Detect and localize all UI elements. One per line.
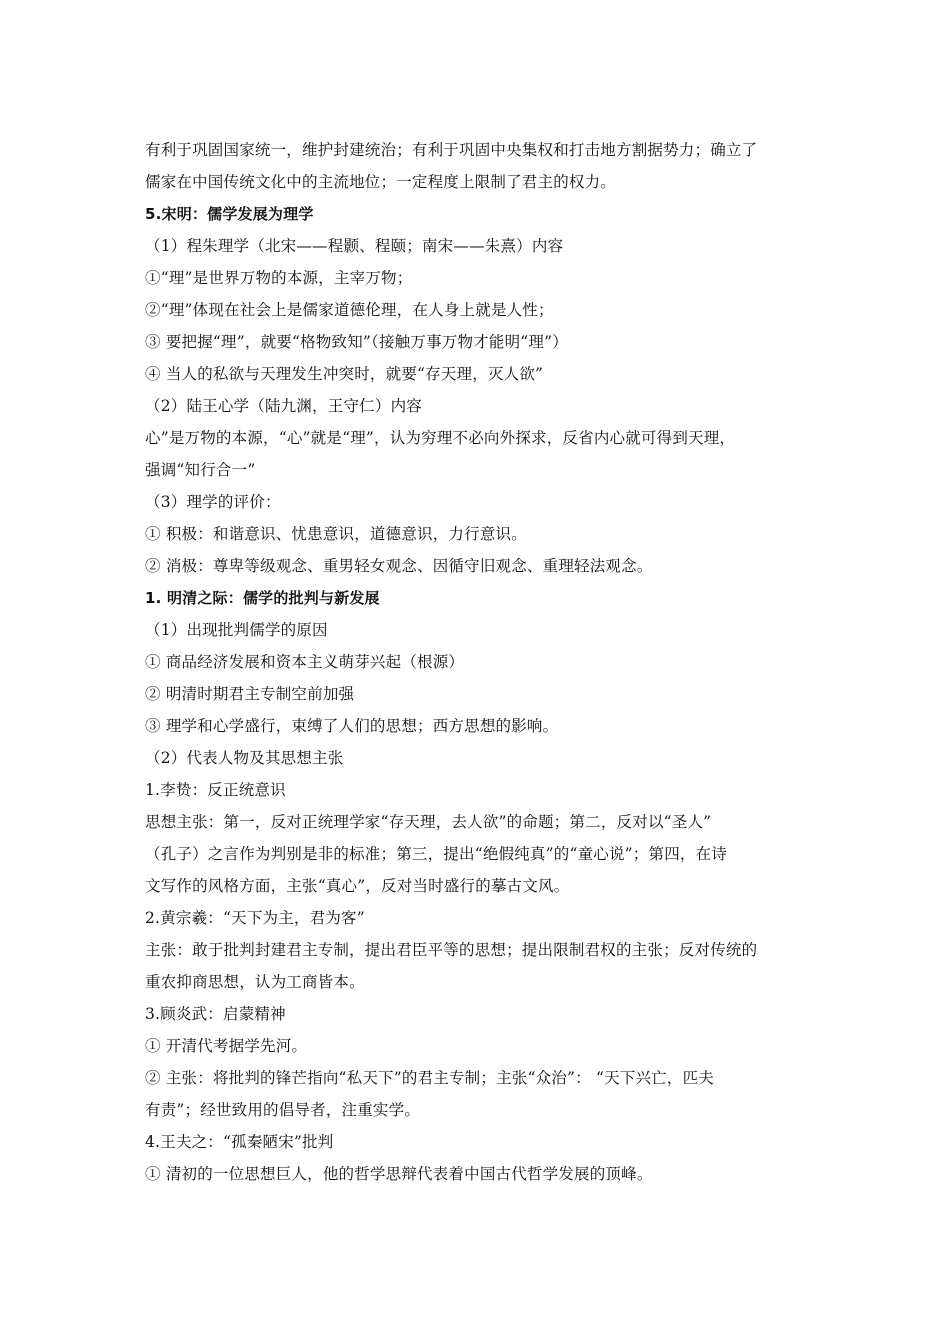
text-line: ③ 理学和心学盛行，束缚了人们的思想；西方思想的影响。 [145,717,559,735]
text-line: ①“理”是世界万物的本源，主宰万物； [145,269,413,287]
text-line: （3）理学的评价： [145,493,281,511]
section-heading: 5.宋明：儒学发展为理学 [145,205,314,223]
text-line: （2）代表人物及其思想主张 [145,749,344,767]
text-line: ① 开清代考据学先河。 [145,1037,308,1055]
text-line: 心”是万物的本源，“心”就是“理”，认为穷理不必向外探求，反省内心就可得到天理， [145,429,736,447]
text-line: 强调“知行合一” [145,461,256,479]
document-body [145,134,813,1190]
text-line: 3.顾炎武：启蒙精神 [145,1005,286,1023]
text-line: （1）程朱理学（北宋——程颢、程颐；南宋——朱熹）内容 [145,237,564,255]
text-line: （2）陆王心学（陆九渊，王守仁）内容 [145,397,422,415]
text-line: ③ 要把握“理”，就要“格物致知”（接触万事万物才能明“理”） [145,333,568,351]
text-line: ① 积极：和谐意识、忧患意识，道德意识，力行意识。 [145,525,527,543]
text-line: 4.王夫之：“孤秦陋宋”批判 [145,1133,334,1151]
text-line: 主张：敢于批判封建君主专制，提出君臣平等的思想；提出限制君权的主张；反对传统的 [145,941,758,959]
text-line: 1.李贽：反正统意识 [145,781,286,799]
text-line: ② 主张：将批判的锋芒指向“私天下”的君主专制；主张“众治”： “天下兴亡，匹夫 [145,1069,714,1087]
text-line: ① 清初的一位思想巨人，他的哲学思辩代表着中国古代哲学发展的顶峰。 [145,1165,653,1183]
text-line: （1）出现批判儒学的原因 [145,621,328,639]
text-line: 2.黄宗羲：“天下为主，君为客” [145,909,365,927]
text-line: 有责”；经世致用的倡导者，注重实学。 [145,1101,421,1119]
text-line: 有利于巩固国家统一，维护封建统治；有利于巩固中央集权和打击地方割据势力；确立了 [145,141,758,159]
text-line: ④ 当人的私欲与天理发生冲突时，就要“存天理，灭人欲” [145,365,544,383]
text-line: 思想主张：第一，反对正统理学家“存天理，去人欲”的命题；第二，反对以“圣人” [145,813,712,831]
text-line: 文写作的风格方面，主张“真心”，反对当时盛行的摹古文风。 [145,877,570,895]
text-line: 儒家在中国传统文化中的主流地位；一定程度上限制了君主的权力。 [145,173,617,191]
text-line: 重农抑商思想，认为工商皆本。 [145,973,365,991]
text-line: ② 明清时期君主专制空前加强 [145,685,355,703]
text-line: ① 商品经济发展和资本主义萌芽兴起（根源） [145,653,465,671]
text-line: ②“理”体现在社会上是儒家道德伦理，在人身上就是人性； [145,301,554,319]
section-heading: 1. 明清之际：儒学的批判与新发展 [145,589,380,607]
text-line: ② 消极：尊卑等级观念、重男轻女观念、因循守旧观念、重理轻法观念。 [145,557,653,575]
text-line: （孔子）之言作为判别是非的标准；第三，提出“绝假纯真”的“童心说”；第四，在诗 [145,845,727,863]
